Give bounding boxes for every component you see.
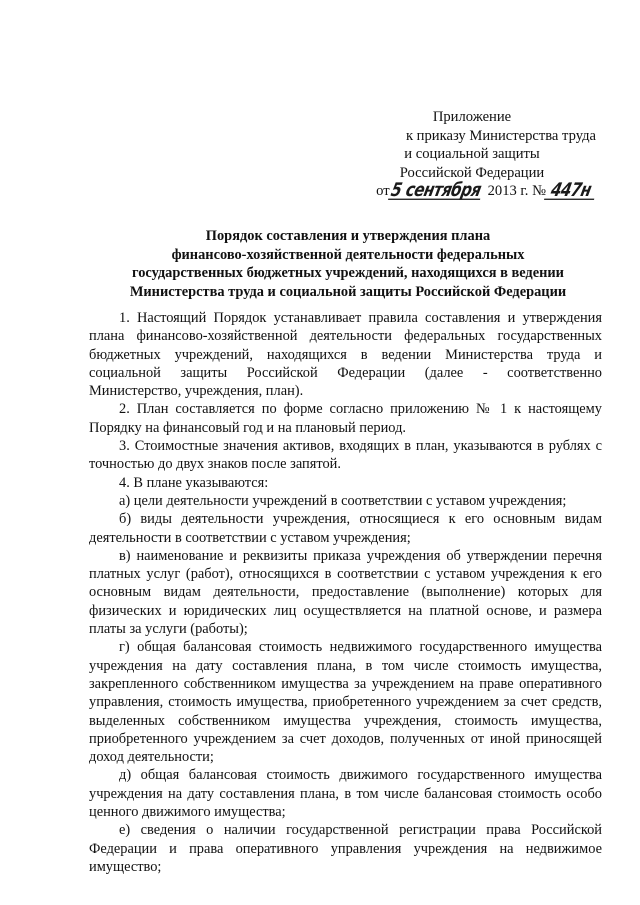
appendix-line-2: к приказу Министерства труда [405,127,596,144]
appendix-line-4: Российской Федерации [399,164,545,181]
appendix-line-1: Приложение [432,109,512,125]
paragraph-4a: а) цели деятельности учреждений в соответствии с уставом учреждения; [119,492,567,509]
appendix-header [300,108,596,201]
title-line-1: Порядок составления и утверждения плана [205,228,491,244]
paragraph-4e: е) сведения о наличии государственной регистрации права Российской Федерации и права оперативного управления учреждения на недвижимое имущество; [89,822,602,875]
date-year: 2013 г. № [487,183,546,200]
paragraph-4: 4. В плане указываются: [119,474,269,491]
paragraph-4g: г) общая балансовая стоимость недвижимого государственного имущества учреждения на дату составления плана, в том числе стоимость имущества, закрепленного собственником имущества за учреждением на праве оперативного управления, стоимость имущества, приобретенного учреждением за счет средств, выделенных собственником имущества учреждения, стоимость имущества, приобретенного учреждением за счет доходов, полученных от иной приносящей доход деятельности; [89,639,602,766]
paragraph-4v: в) наименование и реквизиты приказа учреждения об утверждении перечня платных услуг (работ), относящихся в соответствии с уставом учреждения к его основным видам деятельности, предоставление (выполнение) которых для физических и юридических лиц осуществляется на платной основе, и размера платы за услуги (работы); [89,547,602,638]
paragraph-3: 3. Стоимостные значения активов, входящих в план, указываются в рублях с точностью до двух знаков после запятой. [89,438,602,473]
appendix-date-line [300,179,596,202]
paragraph-4b: б) виды деятельности учреждения, относящиеся к его основным видам деятельности в соответствии с уставом учреждения; [89,511,602,546]
handwritten-date: 5 сентября [388,179,483,202]
title-line-3: государственных бюджетных учреждений, находящихся в ведении [132,265,564,282]
title-line-4: Министерства труда и социальной защиты Российской Федерации [129,283,567,300]
paragraph-4d: д) общая балансовая стоимость движимого государственного имущества учреждения на дату составления плана, в том числе балансовая стоимость особо ценного движимого имущества; [89,767,602,821]
document-body [89,309,602,876]
paragraph-1: 1. Настоящий Порядок устанавливает правила составления и утверждения плана финансово-хозяйственной деятельности федеральных государственных бюджетных учреждений, находящихся в ведении Министерства труда и социальной защиты Российской Федерации (далее - соответственно Министерство, учреждения, план). [89,310,602,400]
title-line-2: финансово-хозяйственной деятельности федеральных [171,246,525,263]
document-title [88,227,608,301]
appendix-line-3: и социальной защиты [404,146,540,163]
date-prefix: от [376,183,390,200]
paragraph-2: 2. План составляется по форме согласно приложению № 1 к настоящему Порядку на финансовый год и на плановый период. [89,401,602,436]
handwritten-order-number: 447н [544,182,598,201]
